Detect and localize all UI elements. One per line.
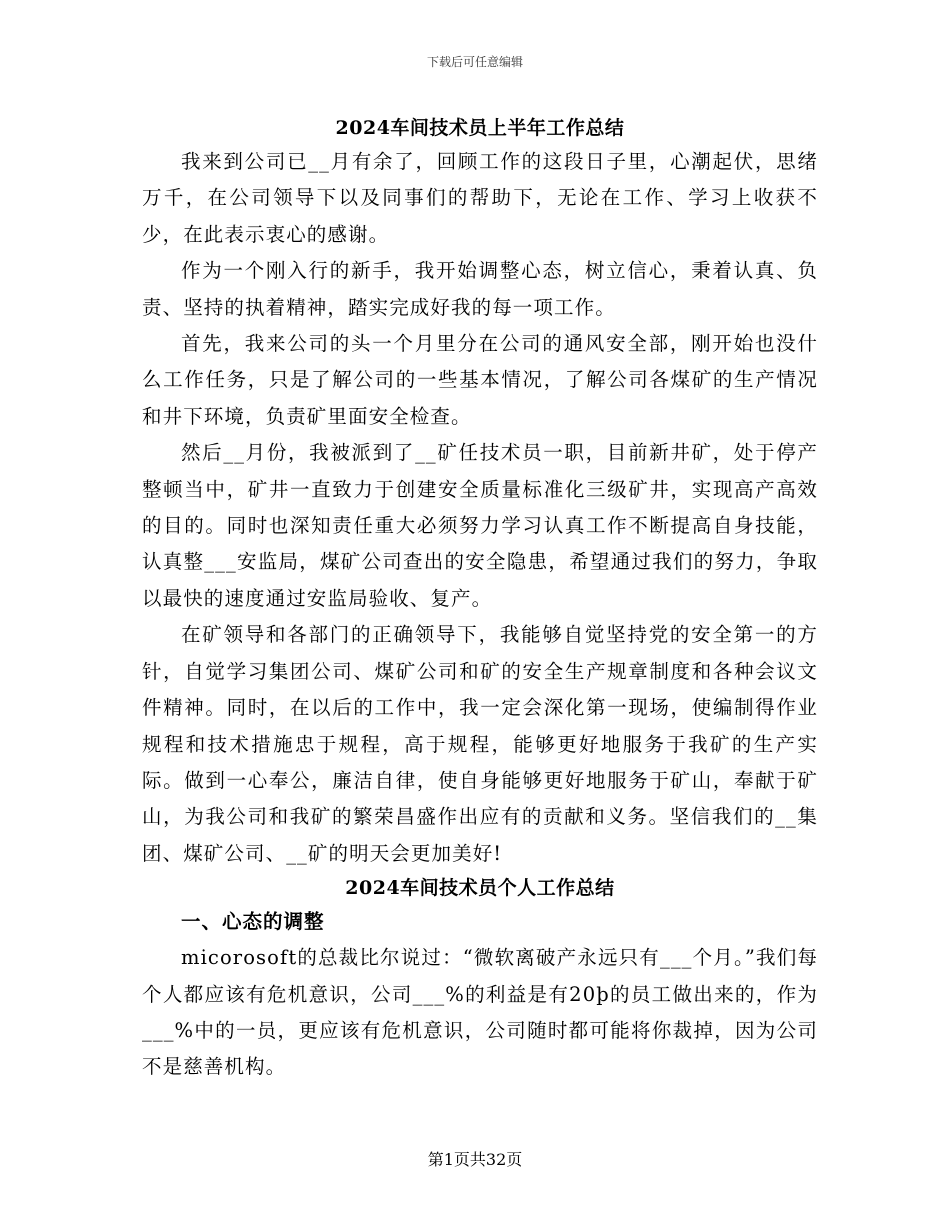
subsection-heading: 一、心态的调整 — [181, 910, 325, 934]
paragraph: 在矿领导和各部门的正确领导下，我能够自觉坚持党的安全第一的方针，自觉学习集团公司、煤矿公司和矿的安全生产规章制度和各种会议文件精神。同时，在以后的工作中，我一定会深化第一现场，使编制得作业规程和技术措施忠于规程，高于规程，能够更好地服务于我矿的生产实际。做到一心奉公，廉洁自律，使自身能够更好地服务于矿山，奉献于矿山，为我公司和我矿的繁荣昌盛作出应有的贡献和义务。坚信我们的__集团、煤矿公司、__矿的明天会更加美好! — [142, 623, 818, 865]
paragraph: 作为一个刚入行的新手，我开始调整心态，树立信心，秉着认真、负责、坚持的执着精神，踏实完成好我的每一项工作。 — [142, 259, 818, 319]
paragraph: 然后__月份，我被派到了__矿任技术员一职，目前新井矿，处于停产整顿当中，矿井一直致力于创建安全质量标准化三级矿井，实现高产高效的目的。同时也深知责任重大必须努力学习认真工作不断提高自身技能，认真整___安监局，煤矿公司查出的安全隐患，希望通过我们的努力，争取以最快的速度通过安监局验收、复产。 — [142, 441, 818, 610]
paragraph: micorosoft的总裁比尔说过：“微软离破产永远只有___个月。”我们每个人都应该有危机意识，公司___%的利益是有20þ的员工做出来的，作为___%中的一员，更应该有危机意识，公司随时都可能将你裁掉，因为公司不是慈善机构。 — [142, 946, 818, 1079]
page-number-footer: 第1页共32页 — [427, 1150, 523, 1169]
paragraph: 首先，我来公司的头一个月里分在公司的通风安全部，刚开始也没什么工作任务，只是了解公司的一些基本情况，了解公司各煤矿的生产情况和井下环境，负责矿里面安全检查。 — [142, 332, 818, 428]
section-title-2: 2024车间技术员个人工作总结 — [345, 877, 615, 900]
page-header-note: 下载后可任意编辑 — [426, 55, 523, 69]
document-body — [142, 112, 818, 1086]
paragraph: 我来到公司已__月有余了，回顾工作的这段日子里，心潮起伏，思绪万千，在公司领导下以及同事们的帮助下，无论在工作、学习上收获不少，在此表示衷心的感谢。 — [142, 150, 818, 246]
section-title-1: 2024车间技术员上半年工作总结 — [335, 117, 625, 139]
